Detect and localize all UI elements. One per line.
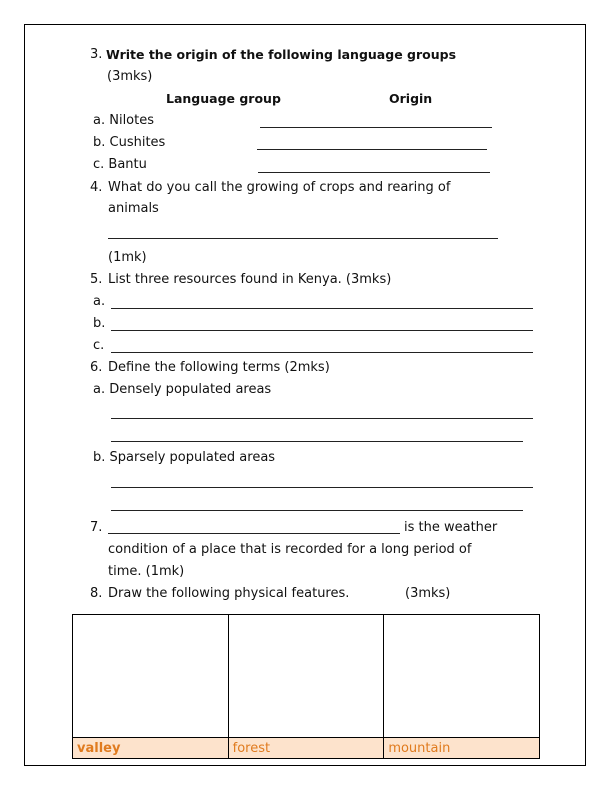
q3-number: 3. bbox=[90, 47, 103, 62]
q5-item-b: b. bbox=[93, 316, 106, 331]
q6-term-b: b. Sparsely populated areas bbox=[93, 450, 276, 465]
q5-number: 5. bbox=[90, 272, 103, 287]
item-bantu: c. Bantu bbox=[93, 157, 147, 172]
q5-text: List three resources found in Kenya. (3mks) bbox=[108, 272, 392, 287]
label-forest: forest bbox=[228, 738, 384, 759]
q5-item-a: a. bbox=[93, 294, 106, 309]
answer-blank-q4[interactable] bbox=[108, 238, 498, 239]
q4-number: 4. bbox=[90, 180, 103, 195]
drawing-table bbox=[72, 614, 540, 759]
answer-blank-q6a-1[interactable] bbox=[111, 418, 533, 419]
q4-line2: animals bbox=[108, 201, 159, 216]
q4-marks: (1mk) bbox=[108, 250, 147, 265]
col-language-group: Language group bbox=[166, 91, 281, 106]
drawing-box-forest[interactable] bbox=[228, 615, 384, 738]
q6-number: 6. bbox=[90, 360, 103, 375]
q7-line3: time. (1mk) bbox=[108, 564, 185, 579]
label-valley: valley bbox=[73, 738, 229, 759]
q8-text: Draw the following physical features. bbox=[108, 586, 350, 601]
drawing-box-valley[interactable] bbox=[73, 615, 229, 738]
item-nilotes: a. Nilotes bbox=[93, 113, 155, 128]
answer-blank-q6a-2[interactable] bbox=[111, 441, 523, 442]
answer-blank-q5b[interactable] bbox=[111, 330, 533, 331]
answer-blank-q6b-1[interactable] bbox=[111, 487, 533, 488]
col-origin: Origin bbox=[389, 91, 433, 106]
answer-blank-bantu[interactable] bbox=[258, 172, 490, 173]
q6-term-a: a. Densely populated areas bbox=[93, 382, 272, 397]
answer-blank-cushites[interactable] bbox=[257, 149, 487, 150]
q8-marks: (3mks) bbox=[405, 586, 451, 601]
label-mountain: mountain bbox=[384, 738, 540, 759]
q3-title: Write the origin of the following language groups bbox=[106, 47, 457, 62]
answer-blank-q5c[interactable] bbox=[111, 352, 533, 353]
q7-after-blank: is the weather bbox=[404, 520, 498, 535]
item-cushites: b. Cushites bbox=[93, 135, 166, 150]
q7-line2: condition of a place that is recorded for a long period of bbox=[108, 542, 472, 557]
q6-text: Define the following terms (2mks) bbox=[108, 360, 330, 375]
q8-number: 8. bbox=[90, 586, 103, 601]
answer-blank-q7[interactable] bbox=[108, 533, 400, 534]
answer-blank-nilotes[interactable] bbox=[260, 127, 492, 128]
q4-line1: What do you call the growing of crops and rearing of bbox=[108, 180, 451, 195]
q5-item-c: c. bbox=[93, 338, 105, 353]
drawing-box-mountain[interactable] bbox=[384, 615, 540, 738]
q3-marks: (3mks) bbox=[107, 69, 153, 84]
answer-blank-q5a[interactable] bbox=[111, 308, 533, 309]
q7-number: 7. bbox=[90, 520, 103, 535]
answer-blank-q6b-2[interactable] bbox=[111, 510, 523, 511]
